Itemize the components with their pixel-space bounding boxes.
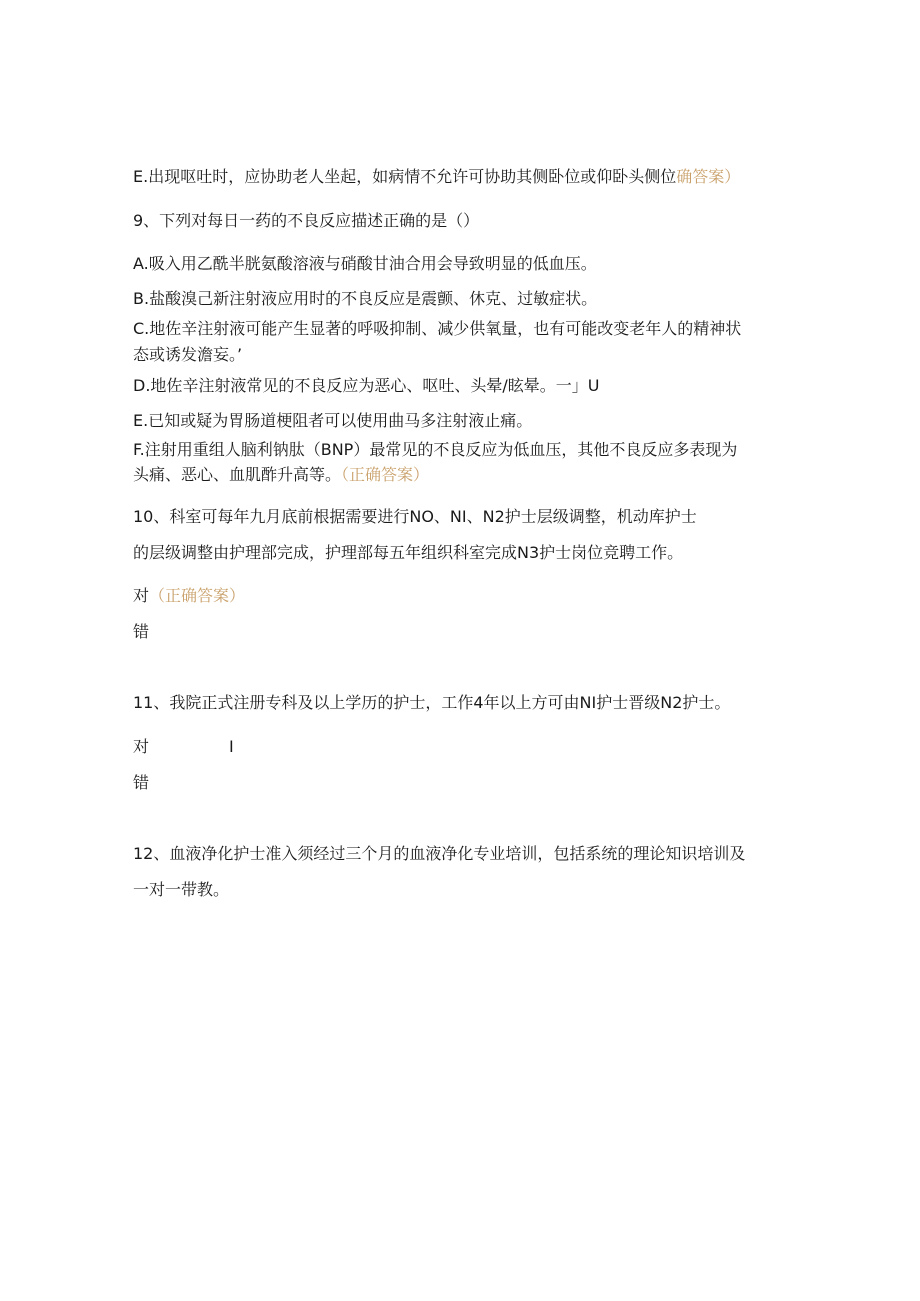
q11-option-true — [133, 737, 234, 757]
q9-option-f-text: 头痛、恶心、血肌酢升高等。 — [133, 465, 342, 484]
q9-option-f-answer: （正确答案） — [341, 465, 430, 484]
q8-option-e — [133, 167, 740, 187]
q8-option-e-text: E.出现呕吐时，应协助老人坐起，如病情不允许可协助其侧卧位或仰卧头侧位 — [133, 167, 677, 186]
q9-option-f-line1: F.注射用重组人脑利钠肽（BNP）最常见的不良反应为低血压，其他不良反应多表现为 — [133, 440, 738, 459]
q10-option-true-answer: （正确答案） — [149, 586, 246, 605]
q10-question-line1: 10、科室可每年九月底前根据需要进行NO、NI、N2护士层级调整，机动库护士 — [133, 507, 697, 526]
q9-question: 9、下列对每日一药的不良反应描述正确的是（） — [133, 211, 480, 230]
q11-option-true-text: 对 — [133, 737, 150, 756]
q11-question: 11、我院正式注册专科及以上学历的护士，工作4年以上方可由NI护士晋级N2护士。 — [133, 693, 731, 712]
q9-option-d: D.地佐辛注射液常见的不良反应为恶心、呕吐、头晕/眩晕。一」U — [133, 376, 600, 395]
q9-option-c-line2: 态或诱发澹妄。’ — [133, 345, 243, 364]
q10-option-true — [133, 586, 245, 606]
q12-question-line1: 12、血液净化护士准入须经过三个月的血液净化专业培训，包括系统的理论知识培训及 — [133, 844, 746, 863]
q9-option-a: A.吸入用乙酰半胱氨酸溶液与硝酸甘油合用会导致明显的低血压。 — [133, 254, 597, 273]
q10-option-true-text: 对 — [133, 586, 150, 605]
q10-question-line2: 的层级调整由护理部完成，护理部每五年组织科室完成N3护士岗位竞聘工作。 — [133, 543, 684, 562]
q9-option-f-line2 — [133, 465, 429, 485]
q9-option-b: B.盐酸溴己新注射液应用时的不良反应是震颤、休克、过敏症状。 — [133, 289, 598, 308]
q9-option-e: E.已知或疑为胃肠道梗阻者可以使用曲马多注射液止痛。 — [133, 411, 533, 430]
q10-option-false: 错 — [133, 622, 150, 641]
q11-option-true-mark: I — [229, 737, 234, 756]
q8-option-e-answer: 确答案） — [676, 167, 741, 186]
q12-question-line2: 一对一带教。 — [133, 880, 230, 899]
q9-option-c-line1: C.地佐辛注射液可能产生显著的呼吸抑制、减少供氧量，也有可能改变老年人的精神状 — [133, 319, 742, 338]
q11-option-false: 错 — [133, 773, 150, 792]
